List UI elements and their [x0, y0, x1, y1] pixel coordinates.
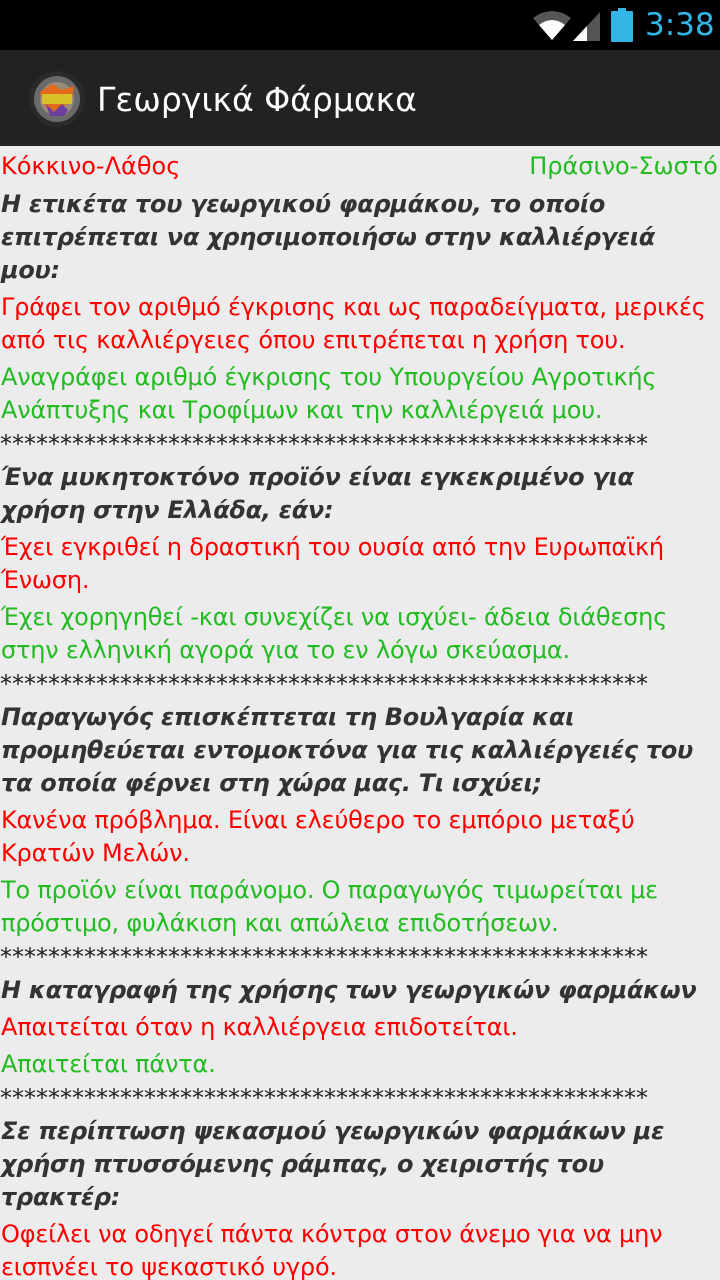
separator-line: ****************************************************** [0, 670, 648, 698]
right-answer: Έχει χορηγηθεί -και συνεχίζει να ισχύει- άδεια διάθεσης στην ελληνική αγορά για το εν λόγω σκεύασμα. [1, 603, 668, 664]
qa-item [0, 974, 720, 1113]
right-answer: Αναγράφει αριθμό έγκρισης του Υπουργείου Αγροτικής Ανάπτυξης και Τροφίμων και την καλλιέργειά μου. [1, 363, 657, 424]
question-text: Η ετικέτα του γεωργικού φαρμάκου, το οποίο επιτρέπεται να χρησιμοποιήσω στην καλλιέργειά μου: [1, 190, 656, 284]
question-text: Παραγωγός επισκέπτεται τη Βουλγαρία και προμηθεύεται εντομοκτόνα για τις καλλιέργειές του τα οποία φέρνει στη χώρα μας. Τι ισχύει; [1, 703, 693, 797]
status-clock: 3:38 [645, 7, 715, 43]
question-text: Ένα μυκητοκτόνο προϊόν είναι εγκεκριμένο για χρήση στην Ελλάδα, εάν: [1, 463, 634, 524]
wrong-answer: Οφείλει να οδηγεί πάντα κόντρα στον άνεμο για να μην εισπνέει το ψεκαστικό υγρό. [1, 1220, 663, 1280]
status-bar [0, 0, 720, 50]
separator-line: ****************************************************** [0, 430, 648, 458]
separator-line: ****************************************************** [0, 943, 648, 971]
app-logo-icon[interactable] [28, 70, 86, 128]
action-bar [0, 50, 720, 146]
qa-item [0, 1115, 720, 1280]
app-title: Γεωργικά Φάρμακα [97, 80, 417, 119]
quiz-content[interactable] [0, 146, 720, 1280]
question-text: Σε περίπτωση ψεκασμού γεωργικών φαρμάκων με χρήση πτυσσόμενης ράμπας, ο χειριστής του τρακτέρ: [1, 1117, 665, 1211]
qa-item [0, 188, 720, 459]
right-answer: Απαιτείται πάντα. [1, 1050, 216, 1078]
qa-item [0, 701, 720, 972]
color-legend [0, 146, 720, 188]
wrong-answer: Κανένα πρόβλημα. Είναι ελεύθερο το εμπόριο μεταξύ Κρατών Μελών. [1, 806, 635, 867]
question-text: Η καταγραφή της χρήσης των γεωργικών φαρμάκων [1, 976, 697, 1004]
wrong-answer: Έχει εγκριθεί η δραστική του ουσία από την Ευρωπαϊκή Ένωση. [1, 533, 664, 594]
wrong-answer: Γράφει τον αριθμό έγκρισης και ως παραδείγματα, μερικές από τις καλλιέργειες όπου επιτρέπεται η χρήση του. [1, 293, 706, 354]
legend-wrong-label: Κόκκινο-Λάθος [1, 152, 181, 180]
legend-right-label: Πράσινο-Σωστό [529, 152, 718, 180]
wifi-icon [531, 10, 573, 42]
battery-icon [611, 8, 633, 42]
separator-line: ****************************************************** [0, 1084, 648, 1112]
wrong-answer: Απαιτείται όταν η καλλιέργεια επιδοτείται. [1, 1013, 518, 1041]
right-answer: Το προϊόν είναι παράνομο. Ο παραγωγός τιμωρείται με πρόστιμο, φυλάκιση και απώλεια επιδοτήσεων. [1, 876, 658, 937]
signal-icon [573, 10, 601, 42]
qa-item [0, 461, 720, 699]
